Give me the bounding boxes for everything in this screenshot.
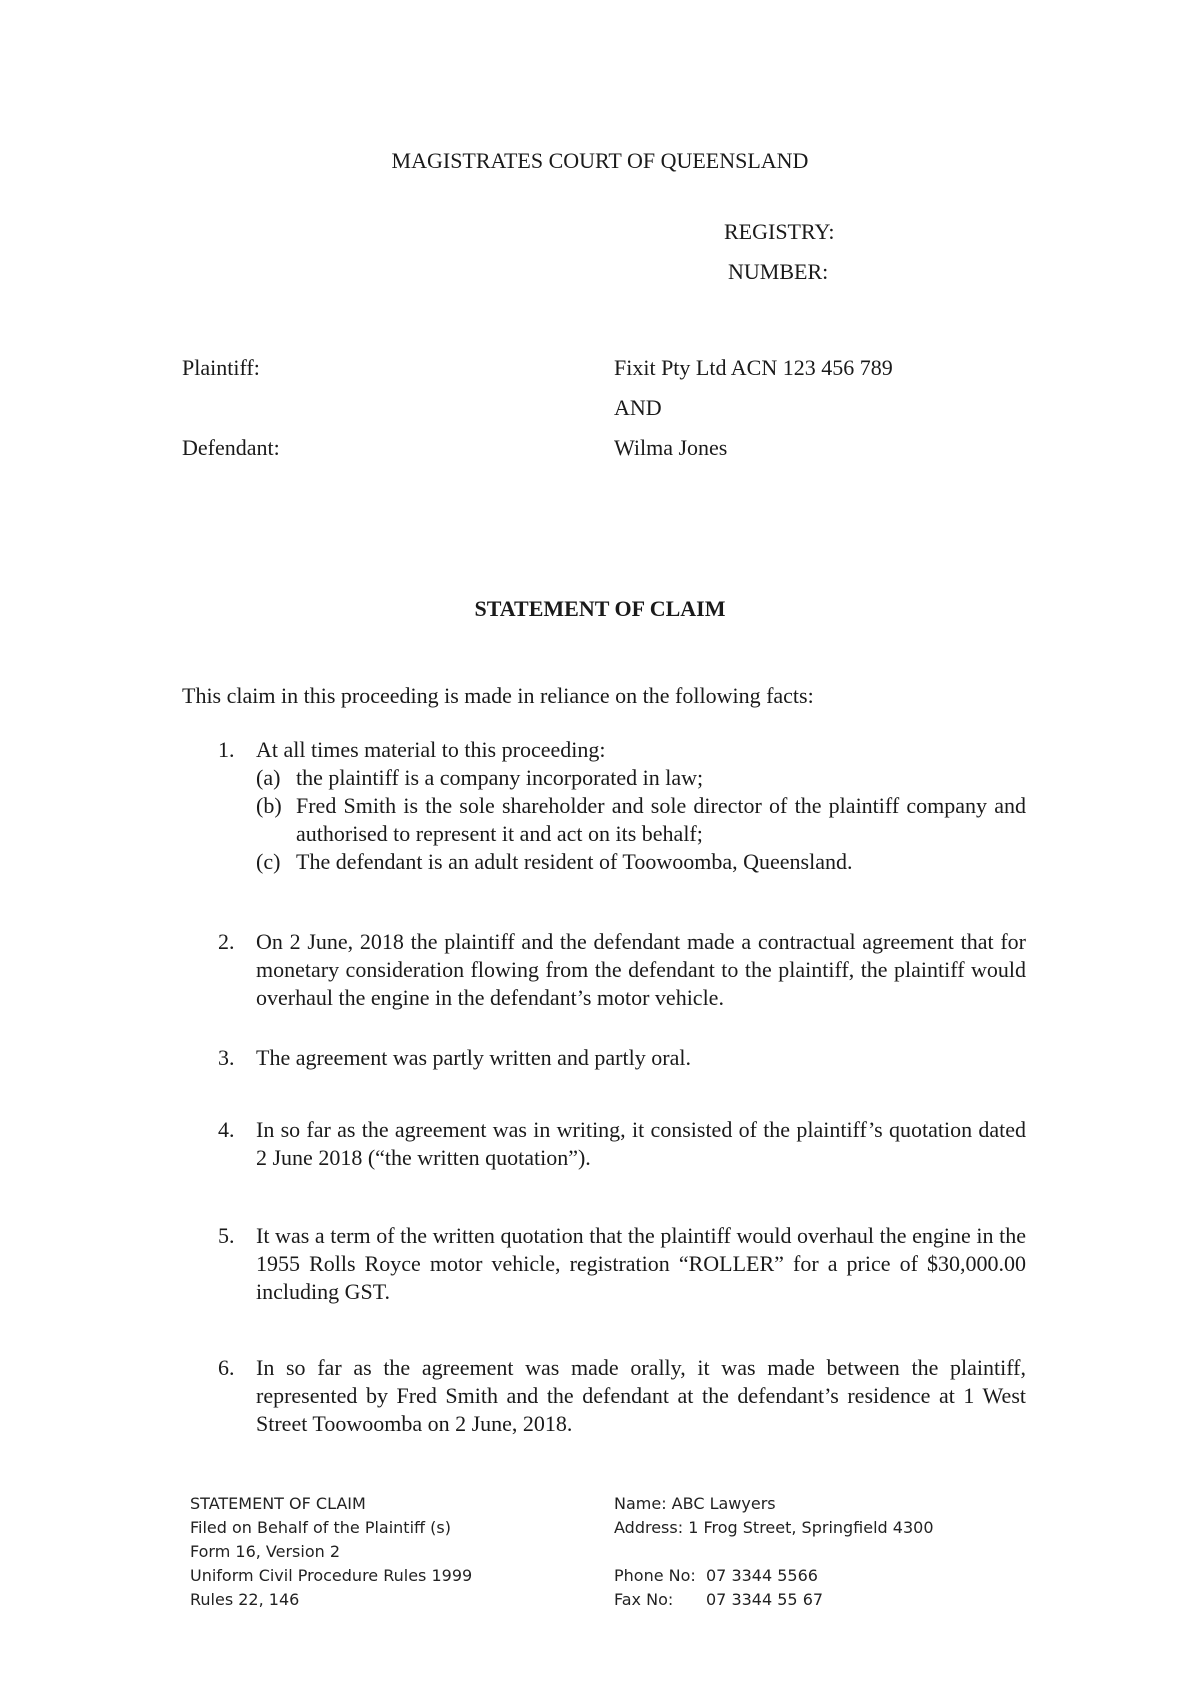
paragraph-number: 5. — [218, 1223, 235, 1248]
footer-rules-name: Uniform Civil Procedure Rules 1999 — [190, 1566, 473, 1585]
paragraph-text: The agreement was partly written and partly oral. — [256, 1045, 691, 1070]
sub-item-a — [256, 764, 1026, 792]
intro-text: This claim in this proceeding is made in reliance on the following facts: — [182, 683, 814, 708]
footer-rules-numbers: Rules 22, 146 — [190, 1590, 300, 1609]
paragraph-6 — [218, 1354, 1026, 1438]
registry-label: REGISTRY: — [724, 219, 835, 244]
fax-value: 07 3344 55 67 — [706, 1590, 824, 1609]
phone-label: Phone No: — [614, 1566, 696, 1585]
footer-lawyer-details — [614, 1492, 934, 1612]
sub-item-text: The defendant is an adult resident of Toowoomba, Queensland. — [296, 849, 853, 874]
sub-item-label: (c) — [256, 849, 281, 874]
number-label: NUMBER: — [728, 259, 829, 284]
plaintiff-label: Plaintiff: — [182, 355, 260, 380]
sub-item-c — [256, 848, 1026, 876]
sub-item-text: Fred Smith is the sole shareholder and sole director of the plaintiff company and authorised to represent it and act on its behalf; — [296, 793, 1026, 846]
paragraph-number: 1. — [218, 737, 235, 762]
paragraph-text: It was a term of the written quotation that the plaintiff would overhaul the engine in the 1955 Rolls Royce motor vehicle, registration “ROLLER” for a price of $30,000.00 including GST. — [256, 1223, 1026, 1304]
footer-filed-on-behalf: Filed on Behalf of the Plaintiff (s) — [190, 1518, 451, 1537]
paragraph-5 — [218, 1222, 1026, 1306]
defendant-label: Defendant: — [182, 435, 280, 460]
footer-form-version: Form 16, Version 2 — [190, 1542, 341, 1561]
paragraph-number: 4. — [218, 1117, 235, 1142]
footer-lawyer-name: Name: ABC Lawyers — [614, 1494, 776, 1513]
paragraph-number: 3. — [218, 1045, 235, 1070]
paragraph-number: 2. — [218, 929, 235, 954]
paragraph-3 — [218, 1044, 1026, 1072]
and-label: AND — [614, 395, 662, 420]
paragraph-number: 6. — [218, 1355, 235, 1380]
defendant-name: Wilma Jones — [614, 435, 728, 460]
footer-doc-name: STATEMENT OF CLAIM — [190, 1494, 366, 1513]
paragraph-4 — [218, 1116, 1026, 1172]
phone-value: 07 3344 5566 — [706, 1566, 818, 1585]
sub-item-b — [256, 792, 1026, 848]
footer-phone — [614, 1564, 934, 1588]
sub-item-text: the plaintiff is a company incorporated in law; — [296, 765, 704, 790]
plaintiff-name: Fixit Pty Ltd ACN 123 456 789 — [614, 355, 893, 380]
paragraph-text: In so far as the agreement was made orally, it was made between the plaintiff, represented by Fred Smith and the defendant at the defendant’s residence at 1 West Street Toowoomba on 2 June, 2018. — [256, 1355, 1026, 1436]
footer-form-details — [190, 1492, 472, 1612]
fax-label: Fax No: — [614, 1590, 674, 1609]
sub-item-label: (a) — [256, 765, 281, 790]
sub-item-label: (b) — [256, 793, 282, 818]
paragraph-text: In so far as the agreement was in writing, it consisted of the plaintiff’s quotation dated 2 June 2018 (“the written quotation”). — [256, 1117, 1026, 1170]
paragraph-1 — [218, 736, 1026, 876]
court-heading: MAGISTRATES COURT OF QUEENSLAND — [391, 148, 809, 173]
footer-fax — [614, 1588, 934, 1612]
document-title: STATEMENT OF CLAIM — [474, 596, 726, 621]
paragraph-2 — [218, 928, 1026, 1012]
paragraph-text: On 2 June, 2018 the plaintiff and the defendant made a contractual agreement that for monetary consideration flowing from the defendant to the plaintiff, the plaintiff would overhaul the engine in the defendant’s motor vehicle. — [256, 929, 1026, 1010]
footer-lawyer-address: Address: 1 Frog Street, Springfield 4300 — [614, 1518, 934, 1537]
paragraph-text: At all times material to this proceeding: — [256, 737, 606, 762]
